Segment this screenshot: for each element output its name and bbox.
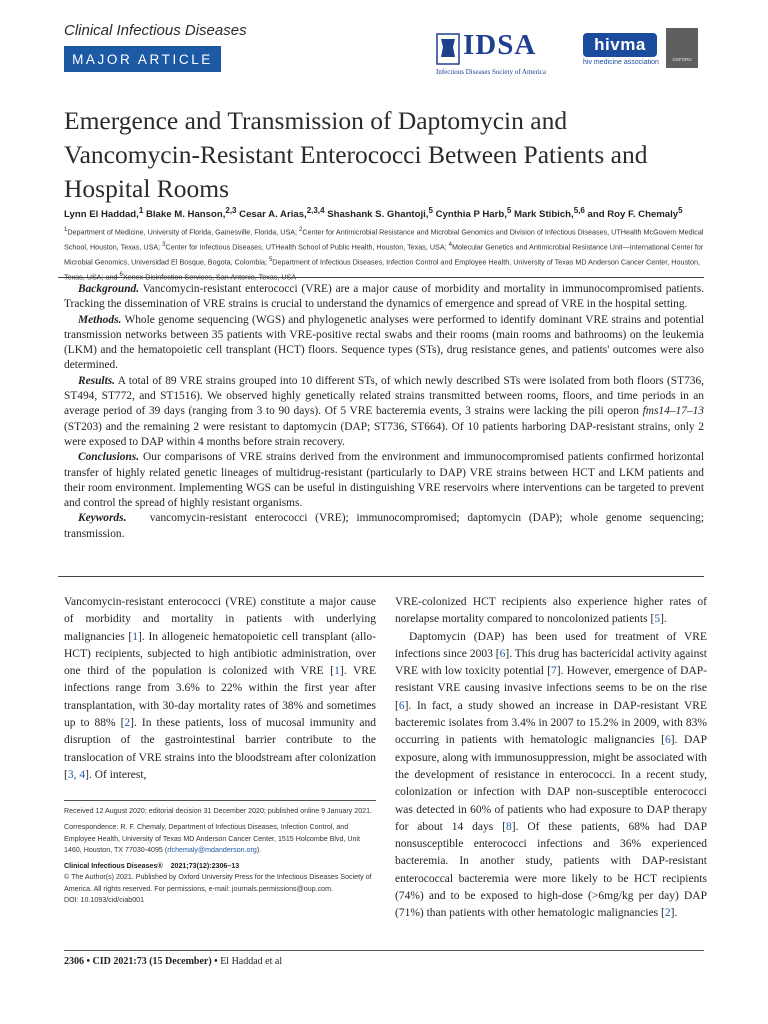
body-paragraph: Vancomycin-resistant enterococci (VRE) constitute a major cause of morbidity and mortality in patients with underlying malignancies [1]. In allogeneic hematopoietic cell transplant (allo-HCT) recipients, subjected to high antibiotic administration, over one third of the population is colonized with VRE [1]. VRE infections range from 3.6% to 22% within the first year after transplantation, with 30-day mortality rates of 38% and sometimes up to 88% [2]. In these patients, loss of mucosal immunity and disruption of the gastrointestinal barrier contribute to the translocation of VRE strains into the bloodstream after colonization [3, 4]. Of interest,: [64, 596, 376, 781]
footnote-divider: [64, 800, 376, 801]
footer-journal: CID: [92, 956, 111, 967]
citation-link[interactable]: 1: [334, 665, 340, 678]
body-text: . However, emergence of DAP-resistant VRE causing invasive infections seems to be on the rise: [395, 665, 707, 695]
body-paragraph: Daptomycin (DAP) has been used for treatment of VRE infections since 2003 [6]. This drug has bactericidal activity against VRE with low toxicity potential [7]. However, emergence of DAP-resistant VRE causing invasive infections seems to be on the rise [6]. In fact, a study showed an increase in DAP-resistant VRE bacteremic isolates from 3.4% in 2007 to 15.2% in 2009, with 83% occurring in patients with hematologic malignancies [6]. DAP exposure, along with immunosuppression, might be associated with the development of resistance in enterococci. In a recent study, colonization or infection with DAP non-susceptible enterococci was detected in 60% of patients who had exposure to DAP therapy for about 14 days [8]. Of these patients, 68% had DAP nonsusceptible enterococci infections and 36% experienced bacteremia. In another study, patients with DAP-resistant enterococcal bacteremia were more likely to be HCT recipients (74%) and to be exposed to high-dose (>6mg/kg per day) DAP (71%) than patients with other hematologic malignancies [2].: [395, 630, 707, 920]
affil-sup: 6: [119, 271, 123, 278]
page-number: 2306: [64, 956, 84, 967]
author: and Roy F. Chemaly: [587, 209, 679, 221]
body-text: Vancomycin-resistant enterococci (VRE) constitute a major cause of morbidity and mortality in patients with underlying malignancies: [64, 596, 376, 643]
affiliation: Molecular Genetics and Antimicrobial Resistance Unit—International Center for Microbial Genomics, Universidad El Bosque, Bogota, Colombia;: [64, 242, 704, 267]
abstract-text: Whole genome sequencing (WGS) and phylogenetic analyses were performed to identify dominant VRE strains and potential transmission networks between 35 patients with VRE-positive rectal swabs and their rooms (main rooms and bathrooms) on the leukemia (LKM) and the hematopoietic cell transplant (HCT) floors. Sequence types (STs), drug resistance genes, and patients' outcomes were also determined.: [64, 313, 704, 372]
author: Blake M. Hanson,: [145, 209, 226, 221]
doi: DOI: 10.1093/cid/ciab001: [64, 896, 145, 905]
footer-issue-date: (15 December): [149, 956, 212, 967]
author-affil-sup: 5: [678, 206, 683, 215]
abstract: [64, 282, 704, 542]
citation-link[interactable]: 6: [398, 699, 405, 712]
citation-link[interactable]: 2: [124, 717, 131, 730]
body-text: VRE-colonized HCT recipients also experience higher rates of norelapse mortality compared to noncolonized patients: [395, 596, 707, 626]
idsa-emblem-icon: [436, 33, 460, 65]
author-list: [64, 206, 704, 220]
author: Mark Stibich,: [514, 209, 574, 221]
body-text: . DAP exposure, along with immunosuppression, might be associated with the development of resistance in enterococci. In a recent study, colonization or infection with DAP non-susceptible enterococci was detected in 60% of patients who had exposure to DAP therapy for about 14 days: [395, 734, 707, 833]
body-column-right: [395, 594, 707, 923]
body-paragraph: VRE-colonized HCT recipients also experience higher rates of norelapse mortality compared to noncolonized patients [5].: [395, 596, 707, 626]
idsa-logo: [436, 29, 574, 76]
abstract-text: Our comparisons of VRE strains derived from the environment and immunocompromised patients confirmed horizontal transfer of highly related genetic lineages of multidrug-resistant (particularly to DAP) VRE strains between HCT and LKM patients and their room environment. Implementing WGS can be useful in distinguishing VRE reservoirs where interventions can be targeted to prevent and control the spread of highly resistant organisms.: [64, 451, 704, 510]
abstract-conclusions: [64, 450, 704, 511]
abstract-text: (ST203) and the remaining 2 were resistant to daptomycin (DAP; ST736, ST664). Of 10 patients harboring DAP-resistant strains, only 2 were exposed to DAP within 4 months before strain recovery.: [64, 420, 704, 448]
correspondence: [64, 822, 374, 856]
affiliations: [64, 224, 704, 284]
abstract-label: Keywords.: [78, 512, 127, 525]
affiliation: Center for Infectious Diseases, UTHealth School of Public Health, Houston, Texas, USA;: [165, 242, 449, 252]
correspondence-text: Correspondence: R. F. Chemaly, Department of Infectious Diseases, Infection Control, and Employee Health, University of Texas MD Anderson Cancer Center, 1515 Holcombe Blvd, Unit 1460, Houston, TX 77030-4095 (: [64, 823, 360, 854]
citation-ref: 2021;73(12):2306–13: [170, 862, 240, 871]
affiliation: Xenex Disinfection Services, San Antonio, Texas, USA: [122, 272, 297, 282]
citation-link[interactable]: 6: [664, 734, 671, 747]
idsa-wordmark: IDSA: [463, 29, 537, 61]
body-text: . In allogeneic hematopoietic cell transplant (allo-HCT) recipients, subjected to high antibiotic administration, over one third of the population is colonized with VRE: [64, 630, 376, 678]
author: Lynn El Haddad,: [64, 209, 139, 221]
abstract-background: [64, 282, 704, 313]
article-title: Emergence and Transmission of Daptomycin and Vancomycin-Resistant Enterococci Between Patients and Hospital Rooms: [64, 106, 648, 203]
correspondence-end: ).: [256, 845, 262, 854]
body-text: . In fact, a study showed an increase in DAP-resistant VRE bacteremic isolates from 3.4% in 2007 to 15.2% in 2009, with 83% occurring in patients with hematologic malignancies: [395, 699, 707, 747]
abstract-label: Background.: [78, 283, 140, 295]
oxford-logo: OXFORD: [666, 28, 698, 68]
citation-info: [64, 861, 374, 872]
abstract-results: [64, 374, 704, 450]
abstract-label: Methods.: [78, 313, 122, 326]
author-affil-sup: 5: [428, 206, 433, 215]
citation-journal: Clinical Infectious Diseases®: [64, 862, 163, 871]
page-footer: 2306 • CID 2021:73 (15 December) • El Haddad et al: [64, 956, 283, 967]
idsa-subtitle: Infectious Diseases Society of America: [436, 68, 547, 76]
affiliation: Department of Infectious Diseases, Infection Control and Employee Health, University of Texas MD Anderson Cancer Center, Houston, Texas, USA; and: [64, 257, 701, 282]
citation-link[interactable]: 2: [664, 907, 671, 920]
author: Cesar A. Arias,: [239, 209, 307, 221]
received-dates: Received 12 August 2020; editorial decision 31 December 2020; published online 9 January 2021.: [64, 807, 372, 815]
abstract-keywords: [64, 511, 704, 542]
abstract-label: Results.: [78, 374, 116, 387]
citation-link[interactable]: 1: [132, 630, 139, 643]
citation-link[interactable]: 8: [506, 820, 512, 833]
footnotes: [64, 806, 374, 911]
body-text: Daptomycin (DAP) has been used for treatment of VRE infections since 2003: [395, 630, 707, 660]
affil-sup: 5: [268, 256, 273, 263]
footer-volume: 2021:73: [113, 956, 147, 967]
affil-sup: 3: [162, 241, 166, 248]
author-affil-sup: 2,3,4: [306, 206, 325, 215]
author: Shashank S. Ghantoji,: [327, 209, 429, 221]
email-link[interactable]: rfchemaly@mdanderson.org: [167, 845, 257, 854]
section-badge: MAJOR ARTICLE: [64, 46, 221, 72]
affil-sup: 1: [64, 227, 68, 233]
affiliation: Department of Medicine, University of Florida, Gainesville, Florida, USA;: [67, 227, 300, 237]
body-column-left: [64, 594, 376, 784]
affil-sup: 2: [299, 227, 303, 233]
author-affil-sup: 2,3: [225, 206, 237, 215]
author-affil-sup: 5: [506, 206, 512, 215]
copyright: © The Author(s) 2021. Published by Oxford University Press for the Infectious Diseases Society of America. All rights reserved. For permissions, e-mail: journals.permissions@oup.com.: [64, 873, 372, 893]
affil-sup: 4: [448, 241, 452, 248]
footer-divider: [64, 950, 704, 951]
citation-link[interactable]: 6: [499, 647, 506, 660]
citation-link[interactable]: 7: [551, 665, 557, 678]
body-text: . Of these patients, 68% had DAP nonsusceptible enterococci infections and 36% experienced bacteremia. In another study, patients with DAP-resistant enterococcal bacteremia were more likely to be HCT recipients (74%) and to be exposed to high-dose (>6mg/kg per day) DAP (71%) than patients with other hematologic malignancies: [395, 820, 707, 920]
body-text: . This drug has bactericidal activity against VRE with low toxicity potential: [395, 647, 707, 678]
abstract-label: Conclusions.: [78, 451, 140, 464]
citation-link[interactable]: 3, 4: [67, 768, 86, 781]
abstract-text: Vancomycin-resistant enterococci (VRE) are a major cause of morbidity and mortality in immunocompromised patients. Tracking the dissemination of VRE strains is crucial to understand the dynamics of emergence and spread of VRE in the hospital setting.: [64, 283, 704, 311]
affiliation: Center for Antimicrobial Resistance and Microbial Genomics and Division of Infectious Diseases, UTHealth McGovern Medical School, Houston, Texas, USA;: [64, 227, 704, 252]
author: Cynthia P Harb,: [435, 209, 507, 221]
abstract-methods: [64, 313, 704, 374]
body-text: .: [674, 907, 678, 920]
author-affil-sup: 1: [138, 206, 144, 215]
journal-name: Clinical Infectious Diseases: [64, 22, 247, 39]
citation-link[interactable]: 5: [654, 613, 661, 626]
author-affil-sup: 5,6: [573, 206, 585, 215]
footer-authors: El Haddad et al: [220, 956, 283, 967]
hivma-logo: hivma: [583, 33, 657, 57]
abstract-text: vancomycin-resistant enterococci (VRE); immunocompromised; daptomycin (DAP); whole genome sequencing; transmission.: [64, 512, 705, 540]
body-text: . VRE infections range from 3.6% to 22% within the first year after transplantation, with 30-day mortality rates of 38% and sometimes up to 88%: [64, 665, 376, 730]
abstract-text: A total of 89 VRE strains grouped into 10 different STs, of which newly described STs were isolated from both floors (ST736, ST494, ST772, and ST1516). We observed highly genetically related strains transmitted between rooms, floors, and time periods in an average period of 39 days (ranging from 3 to 90 days). Of 5 VRE bacteremia events, 3 strains were lacking the pili operon: [64, 374, 705, 418]
body-text: . Of interest,: [88, 768, 147, 781]
body-text: . In these patients, loss of mucosal immunity and disruption of the gastrointestinal barrier contribute to the translocation of VRE strains into the bloodstream after colonization: [64, 717, 376, 764]
hivma-subtitle: hiv medicine association: [583, 59, 659, 66]
body-text: .: [663, 613, 667, 626]
gene-name: fms14–17–13: [642, 405, 704, 418]
